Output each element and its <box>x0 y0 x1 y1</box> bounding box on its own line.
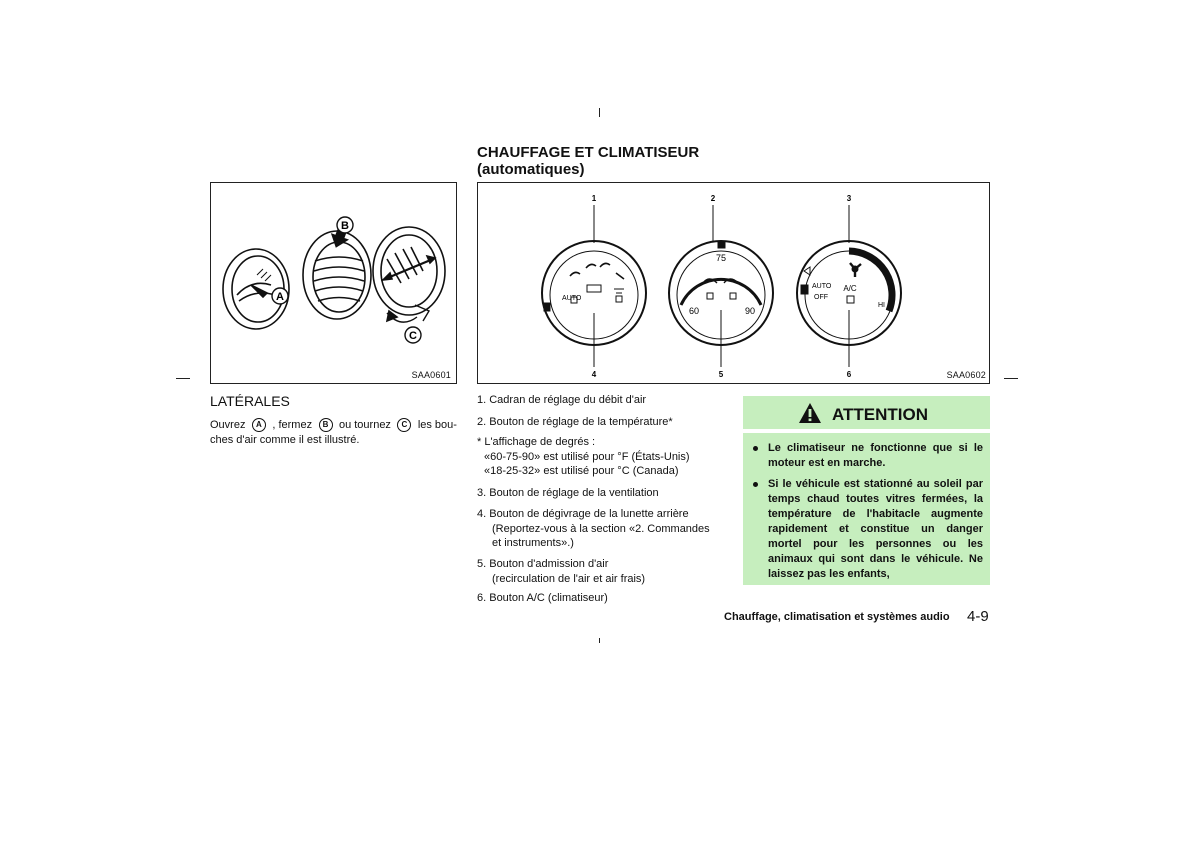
laterales-heading: LATÉRALES <box>210 393 290 409</box>
callout-4: 4 <box>591 370 597 379</box>
vent-rotate-illustration <box>373 227 445 322</box>
attention-bullet-2-text: Si le véhicule est stationné au soleil par temps chaud toutes vitres fermées, la température de l'habitacle augmente rapidement et constitue un danger mortel pour les personnes ou les animaux qui sont dans le véhicule. Ne laissez pas les enfants, <box>768 478 983 580</box>
laterales-text-3: ou tournez <box>338 419 391 431</box>
list-note-2: «60-75-90» est utilisé pour °F (États-Unis) <box>484 450 690 463</box>
list-item-3: 3. Bouton de réglage de la ventilation <box>477 487 659 499</box>
list-item-5 <box>477 557 727 586</box>
controls-figure-code: SAA0602 <box>946 370 986 380</box>
list-item-5-line1: 5. Bouton d'admission d'air <box>477 558 609 570</box>
laterales-line1 <box>210 418 457 433</box>
dial2-top-value: 75 <box>715 253 727 263</box>
vent-label-b: B <box>341 220 349 232</box>
controls-figure <box>477 182 990 384</box>
vent-label-a: A <box>276 291 284 303</box>
dial2-left-value: 60 <box>688 306 700 316</box>
list-item-5-line2: (recirculation de l'air et air frais) <box>492 572 646 585</box>
list-note-1: * L'affichage de degrés : <box>477 436 596 448</box>
callout-1: 1 <box>591 194 597 203</box>
list-item-1: 1. Cadran de réglage du débit d'air <box>477 394 647 406</box>
controls-illustration <box>478 183 989 383</box>
callout-5: 5 <box>718 370 724 379</box>
footer-chapter: Chauffage, climatisation et systèmes audio <box>724 611 950 623</box>
list-item-4-line3: et instruments».) <box>492 537 574 549</box>
circled-c: C <box>397 418 411 432</box>
circled-a: A <box>252 418 266 432</box>
dial1-auto-label: AUTO <box>562 295 582 302</box>
section-title <box>477 144 699 178</box>
list-item-6: 6. Bouton A/C (climatiseur) <box>477 592 608 604</box>
vents-figure <box>210 182 457 384</box>
callout-2: 2 <box>710 194 716 203</box>
attention-bullet-1 <box>753 441 983 471</box>
dial3-ac-label: A/C <box>843 284 857 293</box>
bottom-registration-mark <box>599 638 600 643</box>
laterales-text-1: Ouvrez <box>210 419 246 431</box>
callout-3: 3 <box>846 194 852 203</box>
vent-open-illustration <box>303 227 371 319</box>
laterales-text-5: ches d'air comme il est illustré. <box>210 433 360 446</box>
dial3-off-label: OFF <box>814 294 828 301</box>
list-note <box>477 435 727 479</box>
vents-figure-code: SAA0601 <box>411 370 451 380</box>
circled-b: B <box>319 418 333 432</box>
list-item-2: 2. Bouton de réglage de la température* <box>477 416 673 428</box>
vent-label-c: C <box>409 330 417 342</box>
attention-bullet-1-text: Le climatiseur ne fonctionne que si le moteur est en marche. <box>768 442 983 469</box>
dial2-right-value: 90 <box>744 306 756 316</box>
left-registration-mark <box>176 378 190 379</box>
vents-illustration <box>211 183 456 383</box>
list-item-4 <box>477 507 727 551</box>
laterales-text-4: les bou- <box>417 419 457 431</box>
right-registration-mark <box>1004 378 1018 379</box>
bullet-dot-icon <box>753 482 758 487</box>
top-registration-mark <box>599 108 600 117</box>
section-title-line1: CHAUFFAGE ET CLIMATISEUR <box>477 144 700 161</box>
laterales-text-2: , fermez <box>272 419 313 431</box>
dial3-hi-label: HI <box>878 302 885 309</box>
list-item-4-line2: (Reportez-vous à la section «2. Commandes <box>492 522 710 535</box>
attention-body <box>743 433 990 585</box>
attention-title: ATTENTION <box>832 405 929 424</box>
callout-6: 6 <box>846 370 852 379</box>
laterales-text <box>210 418 457 447</box>
page-number: 4-9 <box>967 608 989 625</box>
warning-icon <box>798 402 822 424</box>
bullet-dot-icon <box>753 446 758 451</box>
list-note-3: «18-25-32» est utilisé pour °C (Canada) <box>484 465 679 477</box>
section-title-line2: (automatiques) <box>477 161 585 178</box>
list-item-4-line1: 4. Bouton de dégivrage de la lunette arrière <box>477 508 689 520</box>
dial3-auto-label: AUTO <box>812 283 832 290</box>
attention-bullet-2 <box>753 477 983 582</box>
